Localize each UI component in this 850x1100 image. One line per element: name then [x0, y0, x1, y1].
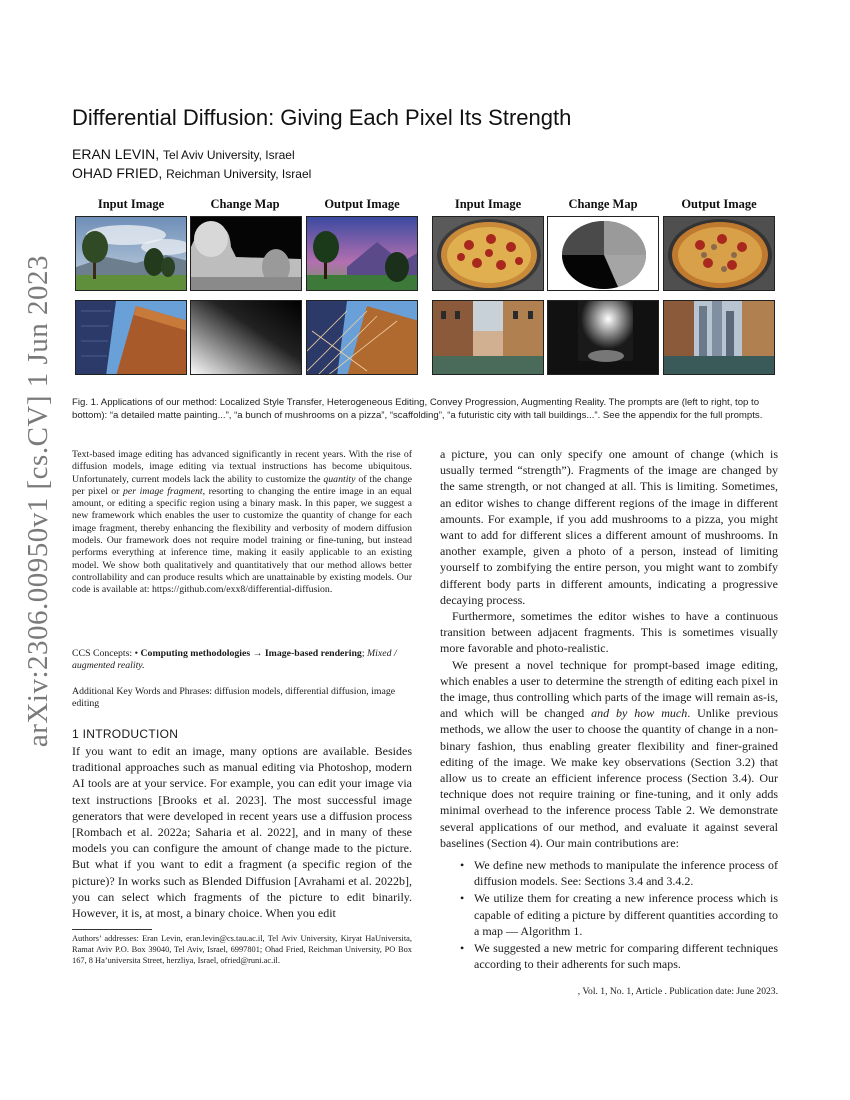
figure-caption: Fig. 1. Applications of our method: Localized Style Transfer, Heterogeneous Editing, Convey Progression, Augmenting Reality. The prompts are (left to right, top to bottom): “a detailed matte painting...”, “a bunch of mushrooms on a pizza”, “scaffolding”, “a futuristic city with tall buildings...”. See the appendix for the full prompts.	[72, 397, 763, 422]
author-addresses-footnote: Authors’ addresses: Eran Levin, eran.levin@cs.tau.ac.il, Tel Aviv University, Kiryat HaUniversita, Ramat Aviv P.O. Box 39040, Tel Aviv, Israel, 6997801; Ohad Fried, Reichman University, PO Box 167, 8 Ha’universita Street, herzliya, Israel, ofried@runi.ac.il.	[72, 934, 412, 965]
figure-column-header: Change Map	[210, 197, 280, 211]
pizza-change-map-image	[547, 216, 659, 291]
paragraph	[440, 657, 778, 851]
paragraph-text: . Unlike previous methods, we allow the user to choose the quantity of change in a non-binary fashion, thus enabling greater flexibility and finer-grained editing of the image. We make key observations (Section 3.2) that allow us to create an efficient inference process (Section 3.4). Our technique does not require training or fine-tuning, and it only adds minimal overhead to the inference process Table 2. We demonstrate several applications of our method, and evaluate it against several baselines (Section 4). Our main contributions are:	[440, 706, 778, 850]
figure-column-header: Input Image	[97, 197, 165, 211]
figure-column-header: Change Map	[568, 197, 638, 211]
abstract-emphasis: quantity	[323, 473, 356, 485]
landscape-input-image	[75, 216, 187, 291]
skyscraper-input-image	[75, 300, 187, 375]
landscape-output-image	[306, 216, 418, 291]
list-item	[440, 940, 778, 972]
keywords: Additional Key Words and Phrases: diffusion models, differential diffusion, image editing	[72, 686, 396, 710]
canal-change-map-image	[547, 300, 659, 375]
bullet-icon: •	[460, 941, 465, 956]
ccs-concepts	[72, 648, 412, 673]
pizza-output-image	[663, 216, 775, 291]
paragraph-emphasis: and by how much	[591, 706, 688, 721]
intro-paragraph: If you want to edit an image, many options are available. Besides traditional approaches such as manual editing via Photoshop, modern AI tools are at your service. For example, you can edit your image via text instructions [Brooks et al. 2023]. The most successful image generators that were developed in recent years use a diffusion process [Rombach et al. 2022a; Saharia et al. 2022], and in many of these models you can configure the amount of change made to the picture. But what if you want to edit a fragment (a specific region of the picture)? In works such as Blended Diffusion [Avrahami et al. 2022b], you can select which fragments of the picture to edit binarily. However, it is, at most, a binary choice. When you edit	[72, 744, 412, 921]
skyscraper-change-map-image	[190, 300, 302, 375]
ccs-concept: Computing methodologies → Image-based rendering	[140, 648, 362, 659]
ccs-separator: ;	[361, 648, 365, 659]
contributions-list	[440, 857, 778, 973]
skyscraper-output-image	[306, 300, 418, 375]
author-1	[72, 146, 295, 162]
figure-column-header: Input Image	[454, 197, 522, 211]
figure-column-header: Output Image	[324, 197, 400, 211]
figure-column-header: Output Image	[681, 197, 757, 211]
bullet-icon: •	[460, 891, 465, 906]
abstract-text: , resorting to changing the entire image in an equal amount, or editing a specific region using a binary mask. In this paper, we suggest a new framework which enables the user to customize the quantity of change for each image fragment, thereby enhancing the flexibility and verbosity of modern diffusion models. Our framework does not require model training or fine-tuning, but instead performs everything at inference time, making it easily applicable to an existing model. We show both qualitatively and quantitatively that our method allows better controllability and can produce results which are unattainable by existing models. Our code is available at: https://github.com/exx8/differential-diffusion.	[72, 485, 412, 596]
abstract-text: Text-based image editing has advanced significantly in recent years. With the rise of diffusion models, image editing via textual instructions has become ubiquitous. Unfortunately, current models lack the ability to customize the	[72, 449, 412, 485]
ccs-concept-sub: Mixed / augmented reality	[72, 648, 397, 672]
footnote-rule	[72, 929, 152, 930]
paragraph-text: We present a novel technique for prompt-based image editing, which enables a user to determine the strength of editing each pixel in the image, thus controlling which parts of the image will remain as-is, and which will be changed	[440, 657, 778, 721]
section-heading: 1 INTRODUCTION	[72, 727, 179, 741]
bullet-icon: •	[460, 858, 465, 872]
right-column-text	[440, 446, 778, 851]
abstract-emphasis: per image fragment	[123, 485, 203, 497]
author-2	[72, 165, 311, 181]
pizza-input-image	[432, 216, 544, 291]
landscape-change-map-image	[190, 216, 302, 291]
author-name: OHAD FRIED,	[72, 165, 163, 181]
abstract-text: of the change per pixel or	[72, 473, 412, 497]
arxiv-stamp: arXiv:2306.00950v1 [cs.CV] 1 Jun 2023	[22, 254, 54, 748]
abstract	[72, 449, 412, 597]
list-item-text: We define new methods to manipulate the inference process of diffusion models. See: Sections 3.4 and 3.4.2.	[474, 858, 778, 889]
ccs-end: .	[142, 660, 145, 672]
list-item-text: We suggested a new metric for comparing different techniques according to their adherents for such maps.	[474, 941, 778, 972]
ccs-label: CCS Concepts: •	[72, 648, 141, 659]
list-item	[440, 857, 778, 889]
paper-title: Differential Diffusion: Giving Each Pixel Its Strength	[72, 105, 572, 130]
author-affiliation: Reichman University, Israel	[166, 167, 312, 181]
list-item-text: We utilize them for creating a new inference process which is capable of editing a picture by different quantities according to a map — Algorithm 1.	[474, 891, 778, 938]
list-item	[440, 890, 778, 939]
author-affiliation: Tel Aviv University, Israel	[163, 148, 295, 162]
publication-info: , Vol. 1, No. 1, Article . Publication date: June 2023.	[577, 986, 778, 997]
paragraph: Furthermore, sometimes the editor wishes to have a continuous transition between adjacent fragments. This is sometimes visually more favorable and photo-realistic.	[440, 609, 778, 656]
author-name: ERAN LEVIN,	[72, 146, 160, 162]
canal-input-image	[432, 300, 544, 375]
canal-output-image	[663, 300, 775, 375]
paragraph: a picture, you can only specify one amount of change (which is usually termed “strength”). Fragments of the image are changed by the same strength, or not changed at all. This is limiting. Sometimes, an editor wishes to change different regions of the image in different amounts. For example, if you add mushrooms to a pizza, you might want to add for different slices a different amount of mushrooms. In another example, given a photo of a person, instead of limiting yourself to zombifying the entire person, you might want to zombify different body parts in different amounts, indicating a progressive decaying process.	[440, 447, 778, 607]
